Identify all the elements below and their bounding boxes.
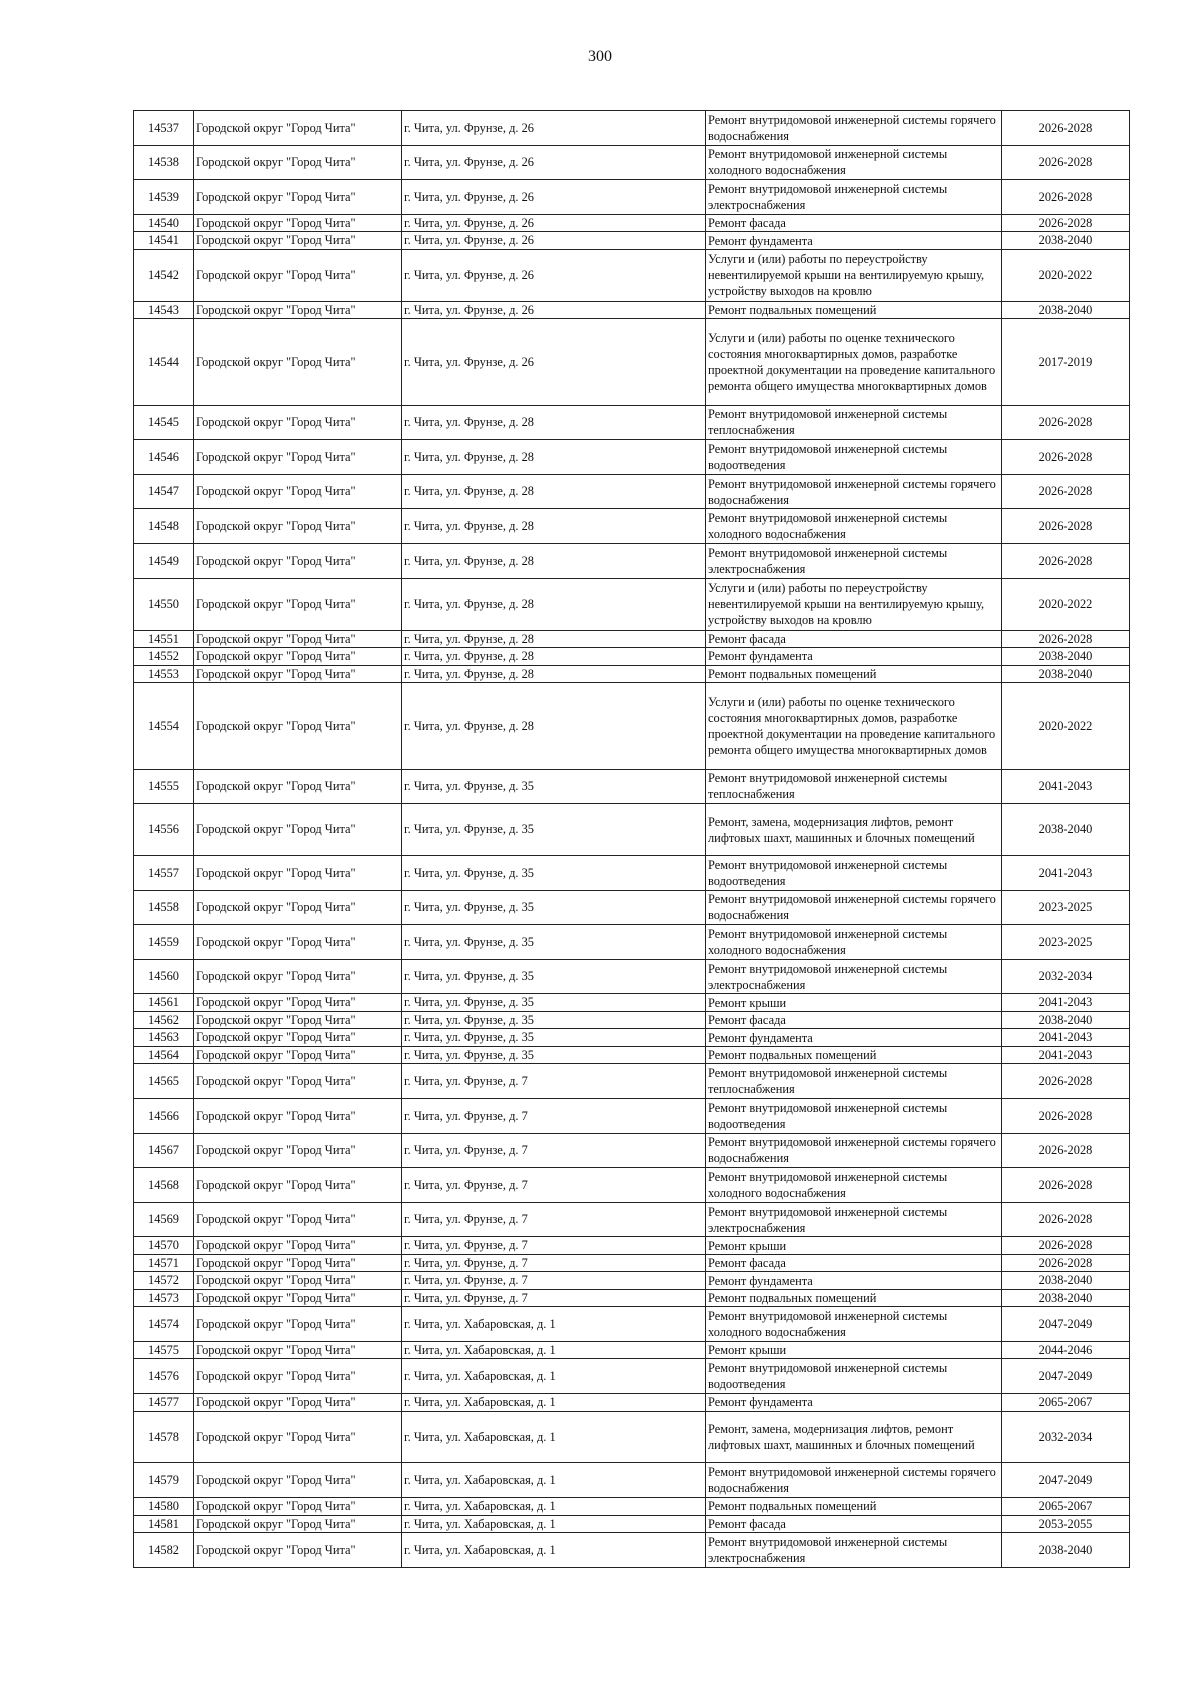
- table-row: [134, 1289, 1130, 1307]
- row-number-cell: 14555: [134, 769, 194, 804]
- municipality-cell: Городской округ "Город Чита": [194, 578, 402, 630]
- period-cell: 2026-2028: [1002, 214, 1130, 232]
- work-type-cell: Ремонт внутридомовой инженерной системы водоотведения: [706, 1098, 1002, 1133]
- work-type-cell: Услуги и (или) работы по переустройству невентилируемой крыши на вентилируемую крышу, устройству выходов на кровлю: [706, 249, 1002, 301]
- period-cell: 2026-2028: [1002, 405, 1130, 440]
- municipality-cell: Городской округ "Город Чита": [194, 1411, 402, 1463]
- table-row: [134, 1011, 1130, 1029]
- municipality-cell: Городской округ "Город Чита": [194, 180, 402, 215]
- work-type-cell: Ремонт внутридомовой инженерной системы холодного водоснабжения: [706, 509, 1002, 544]
- work-type-cell: Ремонт внутридомовой инженерной системы холодного водоснабжения: [706, 145, 1002, 180]
- municipality-cell: Городской округ "Город Чита": [194, 1307, 402, 1342]
- municipality-cell: Городской округ "Город Чита": [194, 1133, 402, 1168]
- municipality-cell: Городской округ "Город Чита": [194, 665, 402, 683]
- address-cell: г. Чита, ул. Фрунзе, д. 26: [402, 145, 706, 180]
- period-cell: 2020-2022: [1002, 578, 1130, 630]
- municipality-cell: Городской округ "Город Чита": [194, 111, 402, 146]
- municipality-cell: Городской округ "Город Чита": [194, 890, 402, 925]
- municipality-cell: Городской округ "Город Чита": [194, 1341, 402, 1359]
- table-row: [134, 1168, 1130, 1203]
- address-cell: г. Чита, ул. Фрунзе, д. 26: [402, 180, 706, 215]
- period-cell: 2038-2040: [1002, 648, 1130, 666]
- period-cell: 2041-2043: [1002, 856, 1130, 891]
- municipality-cell: Городской округ "Город Чита": [194, 648, 402, 666]
- period-cell: 2017-2019: [1002, 319, 1130, 406]
- period-cell: 2044-2046: [1002, 1341, 1130, 1359]
- municipality-cell: Городской округ "Город Чита": [194, 232, 402, 250]
- row-number-cell: 14544: [134, 319, 194, 406]
- period-cell: 2038-2040: [1002, 1011, 1130, 1029]
- work-type-cell: Ремонт фундамента: [706, 1029, 1002, 1047]
- work-type-cell: Ремонт внутридомовой инженерной системы теплоснабжения: [706, 769, 1002, 804]
- table-row: [134, 474, 1130, 509]
- table-row: [134, 925, 1130, 960]
- table-row: [134, 578, 1130, 630]
- table-row: [134, 440, 1130, 475]
- work-type-cell: Ремонт внутридомовой инженерной системы электроснабжения: [706, 544, 1002, 579]
- table-row: [134, 1046, 1130, 1064]
- address-cell: г. Чита, ул. Хабаровская, д. 1: [402, 1307, 706, 1342]
- municipality-cell: Городской округ "Город Чита": [194, 1515, 402, 1533]
- address-cell: г. Чита, ул. Фрунзе, д. 26: [402, 249, 706, 301]
- address-cell: г. Чита, ул. Фрунзе, д. 35: [402, 994, 706, 1012]
- address-cell: г. Чита, ул. Фрунзе, д. 28: [402, 474, 706, 509]
- address-cell: г. Чита, ул. Фрунзе, д. 26: [402, 301, 706, 319]
- address-cell: г. Чита, ул. Фрунзе, д. 28: [402, 578, 706, 630]
- table-row: [134, 994, 1130, 1012]
- work-type-cell: Ремонт внутридомовой инженерной системы горячего водоснабжения: [706, 111, 1002, 146]
- row-number-cell: 14582: [134, 1533, 194, 1568]
- row-number-cell: 14577: [134, 1394, 194, 1412]
- address-cell: г. Чита, ул. Фрунзе, д. 7: [402, 1272, 706, 1290]
- row-number-cell: 14566: [134, 1098, 194, 1133]
- address-cell: г. Чита, ул. Фрунзе, д. 26: [402, 232, 706, 250]
- municipality-cell: Городской округ "Город Чита": [194, 509, 402, 544]
- municipality-cell: Городской округ "Город Чита": [194, 1168, 402, 1203]
- table-row: [134, 665, 1130, 683]
- row-number-cell: 14568: [134, 1168, 194, 1203]
- table-row: [134, 890, 1130, 925]
- period-cell: 2026-2028: [1002, 1133, 1130, 1168]
- table-row: [134, 630, 1130, 648]
- work-type-cell: Ремонт внутридомовой инженерной системы холодного водоснабжения: [706, 1307, 1002, 1342]
- table-row: [134, 1463, 1130, 1498]
- table-row: [134, 1307, 1130, 1342]
- work-type-cell: Ремонт фасада: [706, 1515, 1002, 1533]
- row-number-cell: 14569: [134, 1202, 194, 1237]
- address-cell: г. Чита, ул. Фрунзе, д. 28: [402, 544, 706, 579]
- period-cell: 2026-2028: [1002, 111, 1130, 146]
- row-number-cell: 14580: [134, 1498, 194, 1516]
- municipality-cell: Городской округ "Город Чита": [194, 925, 402, 960]
- period-cell: 2041-2043: [1002, 994, 1130, 1012]
- work-type-cell: Ремонт внутридомовой инженерной системы водоотведения: [706, 440, 1002, 475]
- row-number-cell: 14557: [134, 856, 194, 891]
- row-number-cell: 14547: [134, 474, 194, 509]
- period-cell: 2065-2067: [1002, 1498, 1130, 1516]
- table-row: [134, 1098, 1130, 1133]
- municipality-cell: Городской округ "Город Чита": [194, 1029, 402, 1047]
- table-row: [134, 1341, 1130, 1359]
- municipality-cell: Городской округ "Город Чита": [194, 1289, 402, 1307]
- work-type-cell: Услуги и (или) работы по оценке технического состояния многоквартирных домов, разработке проектной документации на проведение капитального ремонта общего имущества многоквартирных домов: [706, 683, 1002, 770]
- row-number-cell: 14559: [134, 925, 194, 960]
- municipality-cell: Городской округ "Город Чита": [194, 1533, 402, 1568]
- work-type-cell: Ремонт внутридомовой инженерной системы горячего водоснабжения: [706, 890, 1002, 925]
- work-type-cell: Ремонт подвальных помещений: [706, 1498, 1002, 1516]
- row-number-cell: 14572: [134, 1272, 194, 1290]
- table-row: [134, 683, 1130, 770]
- period-cell: 2032-2034: [1002, 1411, 1130, 1463]
- row-number-cell: 14540: [134, 214, 194, 232]
- period-cell: 2065-2067: [1002, 1394, 1130, 1412]
- address-cell: г. Чита, ул. Фрунзе, д. 7: [402, 1289, 706, 1307]
- work-type-cell: Ремонт внутридомовой инженерной системы теплоснабжения: [706, 405, 1002, 440]
- municipality-cell: Городской округ "Город Чита": [194, 1098, 402, 1133]
- table-row: [134, 1359, 1130, 1394]
- table-row: [134, 405, 1130, 440]
- row-number-cell: 14549: [134, 544, 194, 579]
- row-number-cell: 14538: [134, 145, 194, 180]
- table-row: [134, 1202, 1130, 1237]
- address-cell: г. Чита, ул. Фрунзе, д. 35: [402, 769, 706, 804]
- work-type-cell: Услуги и (или) работы по переустройству невентилируемой крыши на вентилируемую крышу, устройству выходов на кровлю: [706, 578, 1002, 630]
- municipality-cell: Городской округ "Город Чита": [194, 145, 402, 180]
- address-cell: г. Чита, ул. Хабаровская, д. 1: [402, 1498, 706, 1516]
- address-cell: г. Чита, ул. Фрунзе, д. 7: [402, 1064, 706, 1099]
- municipality-cell: Городской округ "Город Чита": [194, 994, 402, 1012]
- work-type-cell: Ремонт фундамента: [706, 232, 1002, 250]
- address-cell: г. Чита, ул. Фрунзе, д. 35: [402, 856, 706, 891]
- period-cell: 2038-2040: [1002, 232, 1130, 250]
- row-number-cell: 14553: [134, 665, 194, 683]
- table-row: [134, 1237, 1130, 1255]
- municipality-cell: Городской округ "Город Чита": [194, 249, 402, 301]
- table-row: [134, 1254, 1130, 1272]
- address-cell: г. Чита, ул. Хабаровская, д. 1: [402, 1515, 706, 1533]
- work-type-cell: Ремонт фасада: [706, 214, 1002, 232]
- period-cell: 2038-2040: [1002, 1272, 1130, 1290]
- period-cell: 2047-2049: [1002, 1307, 1130, 1342]
- address-cell: г. Чита, ул. Хабаровская, д. 1: [402, 1359, 706, 1394]
- row-number-cell: 14543: [134, 301, 194, 319]
- municipality-cell: Городской округ "Город Чита": [194, 474, 402, 509]
- address-cell: г. Чита, ул. Фрунзе, д. 7: [402, 1254, 706, 1272]
- table-row: [134, 804, 1130, 856]
- period-cell: 2032-2034: [1002, 959, 1130, 994]
- table-row: [134, 1272, 1130, 1290]
- address-cell: г. Чита, ул. Фрунзе, д. 7: [402, 1202, 706, 1237]
- work-type-cell: Ремонт внутридомовой инженерной системы электроснабжения: [706, 1533, 1002, 1568]
- work-type-cell: Ремонт внутридомовой инженерной системы холодного водоснабжения: [706, 925, 1002, 960]
- row-number-cell: 14571: [134, 1254, 194, 1272]
- period-cell: 2026-2028: [1002, 1168, 1130, 1203]
- table-row: [134, 214, 1130, 232]
- table-row: [134, 301, 1130, 319]
- period-cell: 2023-2025: [1002, 890, 1130, 925]
- table-row: [134, 544, 1130, 579]
- address-cell: г. Чита, ул. Фрунзе, д. 7: [402, 1133, 706, 1168]
- row-number-cell: 14561: [134, 994, 194, 1012]
- row-number-cell: 14541: [134, 232, 194, 250]
- row-number-cell: 14537: [134, 111, 194, 146]
- work-type-cell: Ремонт подвальных помещений: [706, 665, 1002, 683]
- address-cell: г. Чита, ул. Фрунзе, д. 35: [402, 1029, 706, 1047]
- period-cell: 2026-2028: [1002, 509, 1130, 544]
- municipality-cell: Городской округ "Город Чита": [194, 1237, 402, 1255]
- period-cell: 2026-2028: [1002, 630, 1130, 648]
- address-cell: г. Чита, ул. Фрунзе, д. 35: [402, 890, 706, 925]
- work-type-cell: Ремонт фасада: [706, 630, 1002, 648]
- period-cell: 2038-2040: [1002, 1289, 1130, 1307]
- row-number-cell: 14562: [134, 1011, 194, 1029]
- municipality-cell: Городской округ "Город Чита": [194, 1463, 402, 1498]
- work-type-cell: Ремонт фундамента: [706, 648, 1002, 666]
- work-type-cell: Ремонт внутридомовой инженерной системы горячего водоснабжения: [706, 474, 1002, 509]
- municipality-cell: Городской округ "Город Чита": [194, 1202, 402, 1237]
- municipality-cell: Городской округ "Город Чита": [194, 214, 402, 232]
- municipality-cell: Городской округ "Город Чита": [194, 544, 402, 579]
- row-number-cell: 14546: [134, 440, 194, 475]
- address-cell: г. Чита, ул. Фрунзе, д. 28: [402, 648, 706, 666]
- work-type-cell: Ремонт крыши: [706, 1341, 1002, 1359]
- work-type-cell: Ремонт, замена, модернизация лифтов, ремонт лифтовых шахт, машинных и блочных помещений: [706, 804, 1002, 856]
- address-cell: г. Чита, ул. Фрунзе, д. 28: [402, 665, 706, 683]
- address-cell: г. Чита, ул. Хабаровская, д. 1: [402, 1463, 706, 1498]
- table-row: [134, 232, 1130, 250]
- address-cell: г. Чита, ул. Фрунзе, д. 7: [402, 1168, 706, 1203]
- period-cell: 2026-2028: [1002, 474, 1130, 509]
- table-row: [134, 1533, 1130, 1568]
- period-cell: 2020-2022: [1002, 249, 1130, 301]
- address-cell: г. Чита, ул. Хабаровская, д. 1: [402, 1533, 706, 1568]
- period-cell: 2041-2043: [1002, 769, 1130, 804]
- work-type-cell: Ремонт, замена, модернизация лифтов, ремонт лифтовых шахт, машинных и блочных помещений: [706, 1411, 1002, 1463]
- row-number-cell: 14567: [134, 1133, 194, 1168]
- address-cell: г. Чита, ул. Фрунзе, д. 28: [402, 630, 706, 648]
- address-cell: г. Чита, ул. Фрунзе, д. 7: [402, 1237, 706, 1255]
- row-number-cell: 14565: [134, 1064, 194, 1099]
- municipality-cell: Городской округ "Город Чита": [194, 1498, 402, 1516]
- municipality-cell: Городской округ "Город Чита": [194, 1011, 402, 1029]
- table-row: [134, 145, 1130, 180]
- address-cell: г. Чита, ул. Фрунзе, д. 28: [402, 440, 706, 475]
- address-cell: г. Чита, ул. Фрунзе, д. 28: [402, 405, 706, 440]
- work-type-cell: Ремонт внутридомовой инженерной системы водоотведения: [706, 1359, 1002, 1394]
- period-cell: 2026-2028: [1002, 1237, 1130, 1255]
- period-cell: 2038-2040: [1002, 804, 1130, 856]
- address-cell: г. Чита, ул. Фрунзе, д. 35: [402, 959, 706, 994]
- period-cell: 2026-2028: [1002, 544, 1130, 579]
- period-cell: 2026-2028: [1002, 1098, 1130, 1133]
- work-type-cell: Ремонт внутридомовой инженерной системы горячего водоснабжения: [706, 1463, 1002, 1498]
- work-type-cell: Услуги и (или) работы по оценке технического состояния многоквартирных домов, разработке проектной документации на проведение капитального ремонта общего имущества многоквартирных домов: [706, 319, 1002, 406]
- row-number-cell: 14551: [134, 630, 194, 648]
- table-row: [134, 769, 1130, 804]
- municipality-cell: Городской округ "Город Чита": [194, 856, 402, 891]
- period-cell: 2026-2028: [1002, 1202, 1130, 1237]
- address-cell: г. Чита, ул. Фрунзе, д. 28: [402, 509, 706, 544]
- page-number: 300: [588, 48, 612, 65]
- row-number-cell: 14574: [134, 1307, 194, 1342]
- address-cell: г. Чита, ул. Хабаровская, д. 1: [402, 1411, 706, 1463]
- row-number-cell: 14576: [134, 1359, 194, 1394]
- work-type-cell: Ремонт внутридомовой инженерной системы водоотведения: [706, 856, 1002, 891]
- municipality-cell: Городской округ "Город Чита": [194, 683, 402, 770]
- address-cell: г. Чита, ул. Хабаровская, д. 1: [402, 1341, 706, 1359]
- work-type-cell: Ремонт внутридомовой инженерной системы электроснабжения: [706, 180, 1002, 215]
- address-cell: г. Чита, ул. Фрунзе, д. 26: [402, 214, 706, 232]
- row-number-cell: 14570: [134, 1237, 194, 1255]
- address-cell: г. Чита, ул. Фрунзе, д. 35: [402, 804, 706, 856]
- row-number-cell: 14573: [134, 1289, 194, 1307]
- work-type-cell: Ремонт внутридомовой инженерной системы электроснабжения: [706, 1202, 1002, 1237]
- work-type-cell: Ремонт подвальных помещений: [706, 1289, 1002, 1307]
- table-body: [134, 111, 1130, 1568]
- work-type-cell: Ремонт подвальных помещений: [706, 1046, 1002, 1064]
- row-number-cell: 14548: [134, 509, 194, 544]
- municipality-cell: Городской округ "Город Чита": [194, 1272, 402, 1290]
- work-type-cell: Ремонт фундамента: [706, 1394, 1002, 1412]
- address-cell: г. Чита, ул. Фрунзе, д. 35: [402, 925, 706, 960]
- table-row: [134, 856, 1130, 891]
- table-row: [134, 249, 1130, 301]
- address-cell: г. Чита, ул. Фрунзе, д. 35: [402, 1046, 706, 1064]
- municipality-cell: Городской округ "Город Чита": [194, 1359, 402, 1394]
- period-cell: 2023-2025: [1002, 925, 1130, 960]
- municipality-cell: Городской округ "Город Чита": [194, 959, 402, 994]
- row-number-cell: 14560: [134, 959, 194, 994]
- address-cell: г. Чита, ул. Фрунзе, д. 7: [402, 1098, 706, 1133]
- table-row: [134, 319, 1130, 406]
- period-cell: 2047-2049: [1002, 1463, 1130, 1498]
- municipality-cell: Городской округ "Город Чита": [194, 301, 402, 319]
- row-number-cell: 14539: [134, 180, 194, 215]
- municipality-cell: Городской округ "Город Чита": [194, 440, 402, 475]
- row-number-cell: 14556: [134, 804, 194, 856]
- period-cell: 2038-2040: [1002, 665, 1130, 683]
- work-type-cell: Ремонт фундамента: [706, 1272, 1002, 1290]
- row-number-cell: 14545: [134, 405, 194, 440]
- row-number-cell: 14552: [134, 648, 194, 666]
- period-cell: 2026-2028: [1002, 1064, 1130, 1099]
- work-type-cell: Ремонт фасада: [706, 1011, 1002, 1029]
- period-cell: 2041-2043: [1002, 1029, 1130, 1047]
- row-number-cell: 14581: [134, 1515, 194, 1533]
- row-number-cell: 14558: [134, 890, 194, 925]
- period-cell: 2053-2055: [1002, 1515, 1130, 1533]
- address-cell: г. Чита, ул. Фрунзе, д. 35: [402, 1011, 706, 1029]
- period-cell: 2026-2028: [1002, 440, 1130, 475]
- table-row: [134, 1133, 1130, 1168]
- period-cell: 2041-2043: [1002, 1046, 1130, 1064]
- work-type-cell: Ремонт подвальных помещений: [706, 301, 1002, 319]
- municipality-cell: Городской округ "Город Чита": [194, 1046, 402, 1064]
- address-cell: г. Чита, ул. Фрунзе, д. 26: [402, 111, 706, 146]
- row-number-cell: 14564: [134, 1046, 194, 1064]
- period-cell: 2026-2028: [1002, 180, 1130, 215]
- period-cell: 2038-2040: [1002, 1533, 1130, 1568]
- work-type-cell: Ремонт фасада: [706, 1254, 1002, 1272]
- municipality-cell: Городской округ "Город Чита": [194, 769, 402, 804]
- table-row: [134, 1411, 1130, 1463]
- period-cell: 2038-2040: [1002, 301, 1130, 319]
- table-row: [134, 1064, 1130, 1099]
- row-number-cell: 14578: [134, 1411, 194, 1463]
- table-row: [134, 1515, 1130, 1533]
- capital-repair-table: [133, 110, 1130, 1568]
- municipality-cell: Городской округ "Город Чита": [194, 630, 402, 648]
- address-cell: г. Чита, ул. Фрунзе, д. 28: [402, 683, 706, 770]
- table-row: [134, 180, 1130, 215]
- period-cell: 2026-2028: [1002, 145, 1130, 180]
- address-cell: г. Чита, ул. Фрунзе, д. 26: [402, 319, 706, 406]
- row-number-cell: 14550: [134, 578, 194, 630]
- municipality-cell: Городской округ "Город Чита": [194, 1064, 402, 1099]
- municipality-cell: Городской округ "Город Чита": [194, 1394, 402, 1412]
- row-number-cell: 14579: [134, 1463, 194, 1498]
- table-row: [134, 959, 1130, 994]
- work-type-cell: Ремонт внутридомовой инженерной системы электроснабжения: [706, 959, 1002, 994]
- municipality-cell: Городской округ "Город Чита": [194, 1254, 402, 1272]
- municipality-cell: Городской округ "Город Чита": [194, 405, 402, 440]
- municipality-cell: Городской округ "Город Чита": [194, 319, 402, 406]
- row-number-cell: 14575: [134, 1341, 194, 1359]
- address-cell: г. Чита, ул. Хабаровская, д. 1: [402, 1394, 706, 1412]
- table-row: [134, 509, 1130, 544]
- table-row: [134, 1498, 1130, 1516]
- work-type-cell: Ремонт крыши: [706, 1237, 1002, 1255]
- work-type-cell: Ремонт внутридомовой инженерной системы теплоснабжения: [706, 1064, 1002, 1099]
- work-type-cell: Ремонт внутридомовой инженерной системы холодного водоснабжения: [706, 1168, 1002, 1203]
- work-type-cell: Ремонт крыши: [706, 994, 1002, 1012]
- period-cell: 2026-2028: [1002, 1254, 1130, 1272]
- row-number-cell: 14554: [134, 683, 194, 770]
- municipality-cell: Городской округ "Город Чита": [194, 804, 402, 856]
- period-cell: 2047-2049: [1002, 1359, 1130, 1394]
- row-number-cell: 14542: [134, 249, 194, 301]
- row-number-cell: 14563: [134, 1029, 194, 1047]
- table-row: [134, 111, 1130, 146]
- table-row: [134, 648, 1130, 666]
- period-cell: 2020-2022: [1002, 683, 1130, 770]
- table-row: [134, 1394, 1130, 1412]
- work-type-cell: Ремонт внутридомовой инженерной системы горячего водоснабжения: [706, 1133, 1002, 1168]
- table-row: [134, 1029, 1130, 1047]
